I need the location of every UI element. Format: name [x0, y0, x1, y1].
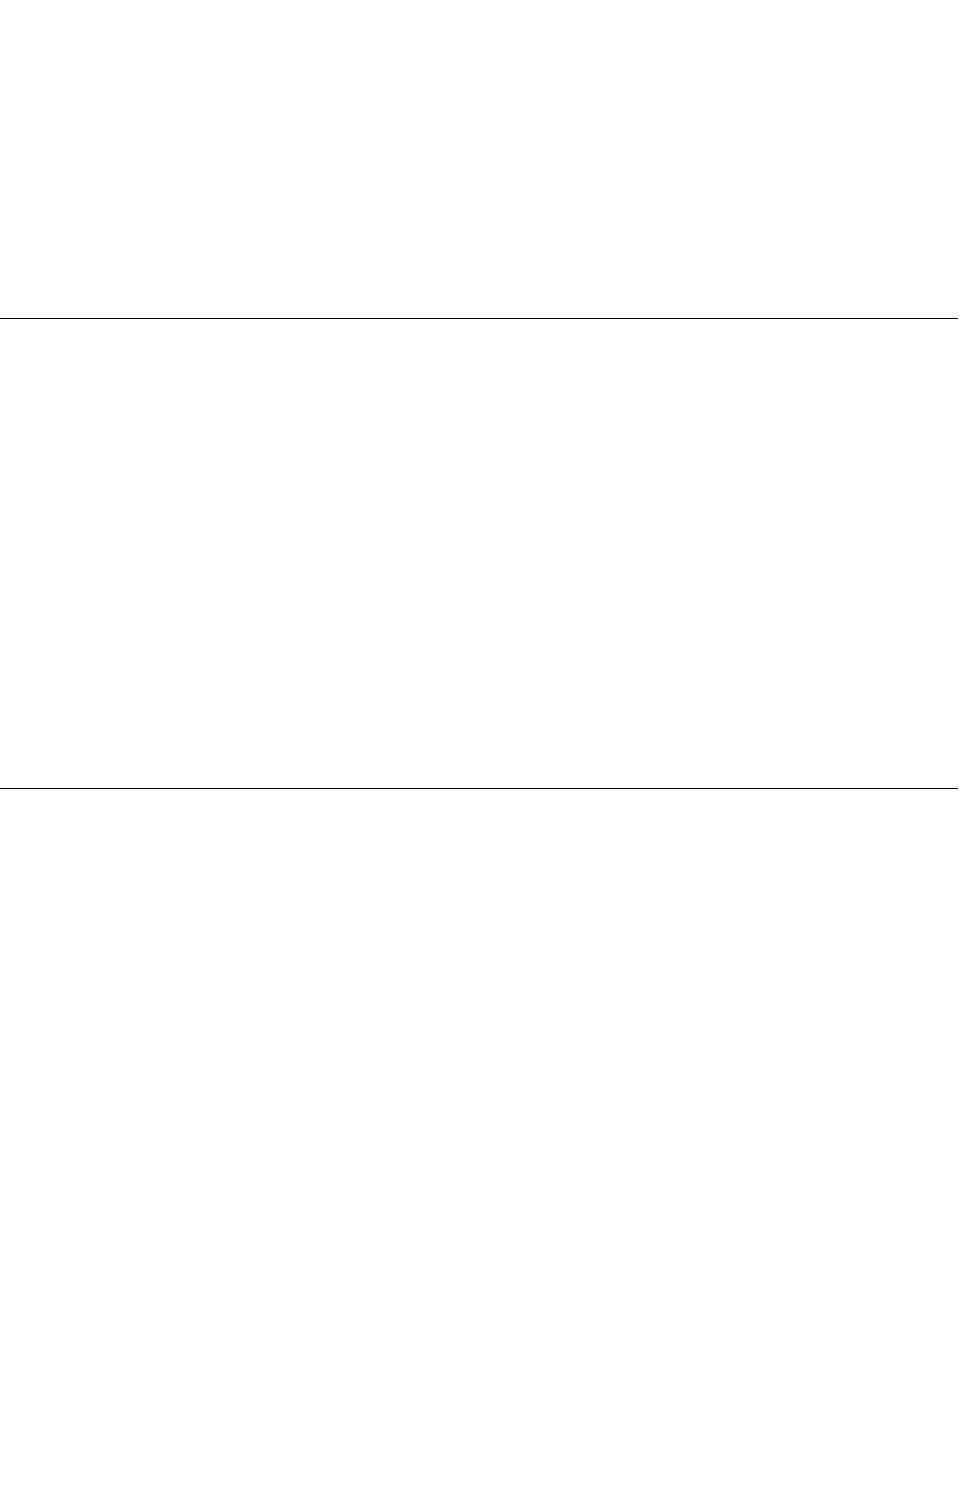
subsection-2-1-heading [8, 794, 13, 820]
section-2-divider [0, 788, 958, 789]
section-1-divider [0, 318, 958, 319]
